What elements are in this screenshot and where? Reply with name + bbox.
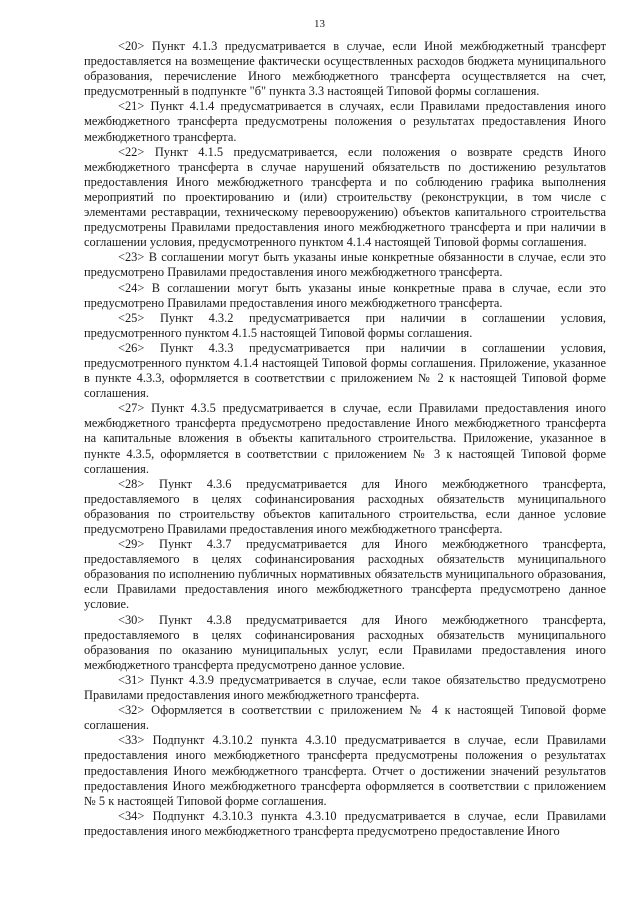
footnote-30: <30> Пункт 4.3.8 предусматривается для Иного межбюджетного трансферта, предоставляемого в целях софинансирования расходных обязательств муниципального образования по оказанию муниципальных услуг, если Правилами предоставления иного межбюджетного трансферта предусмотрено данное условие. xyxy=(84,612,606,672)
footnote-28: <28> Пункт 4.3.6 предусматривается для Иного межбюджетного трансферта, предоставляемого в целях софинансирования расходных обязательств муниципального образования по строительству объектов капитального строительства, если данное условие предусмотрено Правилами предоставления иного межбюджетного трансферта. xyxy=(84,476,606,536)
footnote-24: <24> В соглашении могут быть указаны иные конкретные права в случае, если это предусмотрено Правилами предоставления иного межбюджетного трансферта. xyxy=(84,280,606,310)
footnote-32: <32> Оформляется в соответствии с приложением № 4 к настоящей Типовой форме соглашения. xyxy=(84,703,606,733)
footnote-25: <25> Пункт 4.3.2 предусматривается при наличии в соглашении условия, предусмотренного пунктом 4.1.5 настоящей Типовой формы соглашения. xyxy=(84,310,606,340)
footnote-27: <27> Пункт 4.3.5 предусматривается в случае, если Правилами предоставления иного межбюджетного трансферта предусмотрено предоставление Иного межбюджетного трансферта на капитальные вложения в объекты капитального строительства. Приложение, указанное в пункте 4.3.5, оформляется в соответствии с приложением № 3 к настоящей Типовой форме соглашения. xyxy=(84,401,606,476)
footnote-21: <21> Пункт 4.1.4 предусматривается в случаях, если Правилами предоставления иного межбюджетного трансферта предусмотрены положения о результатах предоставления Иного межбюджетного трансферта. xyxy=(84,99,606,144)
footnote-34: <34> Подпункт 4.3.10.3 пункта 4.3.10 предусматривается в случае, если Правилами предоставления иного межбюджетного трансферта предусмотрено предоставление Иного xyxy=(84,808,606,838)
footnote-23: <23> В соглашении могут быть указаны иные конкретные обязанности в случае, если это предусмотрено Правилами предоставления иного межбюджетного трансферта. xyxy=(84,250,606,280)
page-number: 13 xyxy=(314,18,325,30)
footnote-33: <33> Подпункт 4.3.10.2 пункта 4.3.10 предусматривается в случае, если Правилами предоставления иного межбюджетного трансферта предусмотрены положения о результатах предоставления Иного межбюджетного трансферта. Отчет о достижении значений результатов предоставления Иного межбюджетного трансферта оформляется в соответствии с приложением № 5 к настоящей Типовой форме соглашения. xyxy=(84,733,606,808)
footnote-22: <22> Пункт 4.1.5 предусматривается, если положения о возврате средств Иного межбюджетного трансферта в случае нарушений обязательств по достижению результатов предоставления Иного межбюджетного трансферта и по соблюдению графика выполнения мероприятий по проектированию и (или) строительству (реконструкции, в том числе с элементами реставрации, техническому перевооружению) объектов капитального строительства предусмотрены Правилами предоставления иного межбюджетного трансферта и при наличии в соглашении условия, предусмотренного пунктом 4.1.4 настоящей Типовой формы соглашения. xyxy=(84,144,606,250)
document-body xyxy=(84,39,606,839)
footnote-31: <31> Пункт 4.3.9 предусматривается в случае, если такое обязательство предусмотрено Правилами предоставления иного межбюджетного трансферта. xyxy=(84,672,606,703)
footnote-20: <20> Пункт 4.1.3 предусматривается в случае, если Иной межбюджетный трансферт предоставляется на возмещение фактически осуществленных расходов бюджета муниципального образования, перечисление Иного межбюджетного трансферта осуществляется на счет, предусмотренный в подпункте "б" пункта 3.3 настоящей Типовой формы соглашения. xyxy=(84,39,606,99)
footnote-26: <26> Пункт 4.3.3 предусматривается при наличии в соглашении условия, предусмотренного пунктом 4.1.4 настоящей Типовой формы соглашения. Приложение, указанное в пункте 4.3.3, оформляется в соответствии с приложением № 2 к настоящей Типовой форме соглашения. xyxy=(84,340,606,401)
footnote-29: <29> Пункт 4.3.7 предусматривается для Иного межбюджетного трансферта, предоставляемого в целях софинансирования расходных обязательств муниципального образования по исполнению публичных нормативных обязательств муниципального образования, если Правилами предоставления иного межбюджетного трансферта предусмотрено данное условие. xyxy=(84,537,606,612)
